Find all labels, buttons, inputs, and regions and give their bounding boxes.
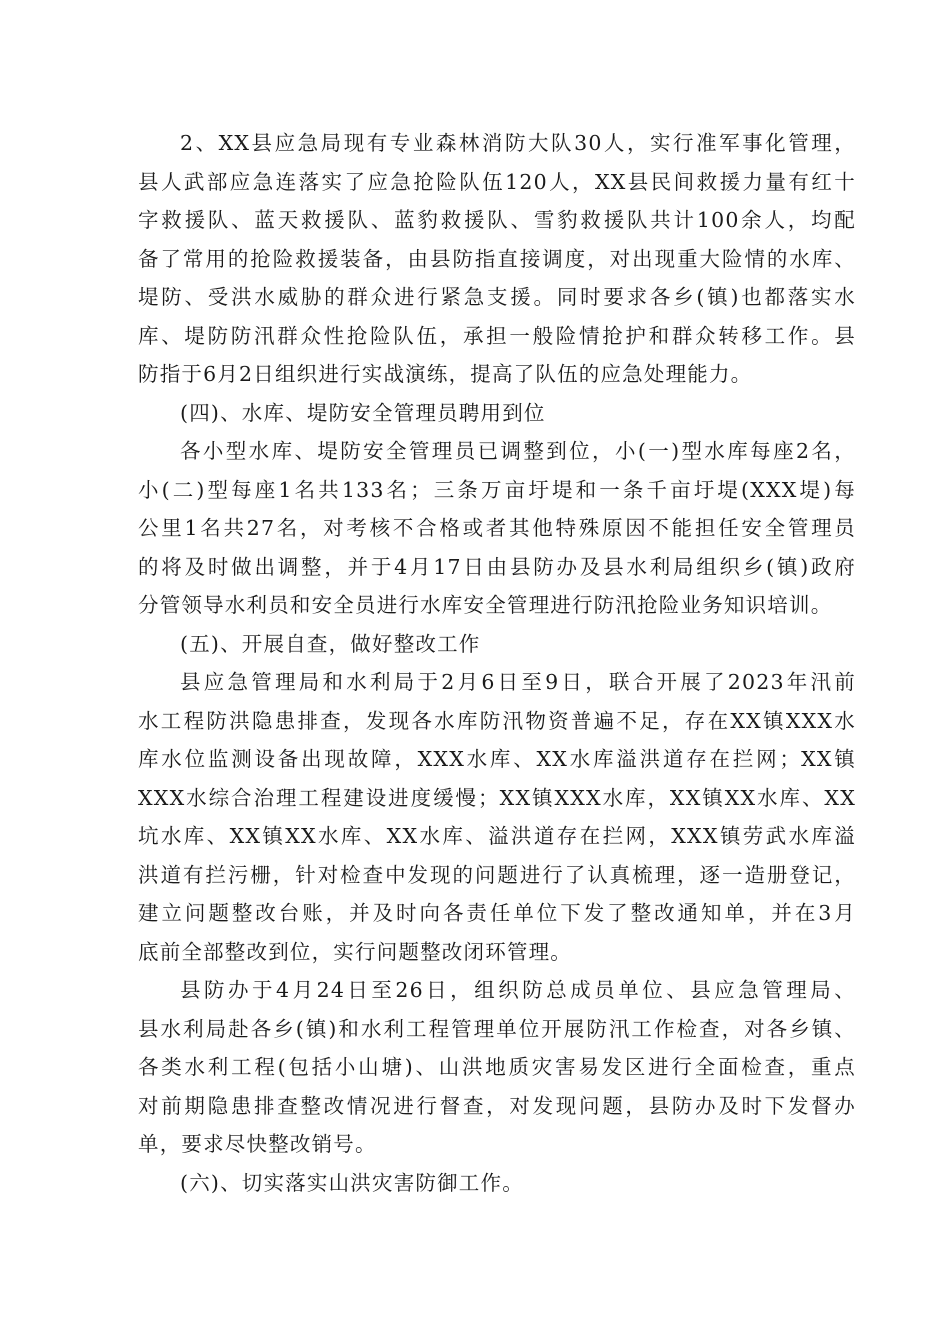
text-line: 堤防、受洪水威胁的群众进行紧急支援。同时要求各乡(镇)也都落实水 bbox=[138, 285, 856, 309]
text-line: 县水利局赴各乡(镇)和水利工程管理单位开展防汛工作检查，对各乡镇、 bbox=[138, 1016, 856, 1041]
text-line: XXX水综合治理工程建设进度缓慢；XX镇XXX水库，XX镇XX水库、XX bbox=[138, 785, 856, 810]
text-line: 县应急管理局和水利局于2月6日至9日，联合开展了2023年汛前 bbox=[180, 670, 856, 694]
text-line: 防指于6月2日组织进行实战演练，提高了队伍的应急处理能力。 bbox=[138, 362, 753, 386]
text-line: 对前期隐患排查整改情况进行督查，对发现问题，县防办及时下发督办 bbox=[138, 1093, 856, 1118]
section-heading bbox=[138, 394, 856, 433]
text-line: 小(二)型每座1名共133名；三条万亩圩堤和一条千亩圩堤(XXX堤)每 bbox=[138, 477, 856, 502]
text-line: 的将及时做出调整，并于4月17日由县防办及县水利局组织乡(镇)政府 bbox=[138, 554, 856, 579]
text-line: 水工程防洪隐患排查，发现各水库防汛物资普遍不足，存在XX镇XXX水 bbox=[138, 708, 856, 733]
heading-text: (六)、切实落实山洪灾害防御工作。 bbox=[180, 1170, 524, 1195]
text-line: 库水位监测设备出现故障，XXX水库、XX水库溢洪道存在拦网；XX镇 bbox=[138, 747, 856, 771]
text-line: 洪道有拦污栅，针对检查中发现的问题进行了认真梳理，逐一造册登记， bbox=[138, 862, 856, 887]
paragraph bbox=[138, 663, 856, 971]
heading-text: (五)、开展自查，做好整改工作 bbox=[180, 631, 481, 656]
text-line: 库、堤防防汛群众性抢险队伍，承担一般险情抢护和群众转移工作。县 bbox=[138, 323, 856, 348]
text-line: 字救援队、蓝天救援队、蓝豹救援队、雪豹救援队共计100余人，均配 bbox=[138, 208, 856, 232]
section-heading bbox=[138, 1164, 856, 1203]
text-line: 县人武部应急连落实了应急抢险队伍120人，XX县民间救援力量有红十 bbox=[138, 169, 856, 194]
text-line: 各类水利工程(包括小山塘)、山洪地质灾害易发区进行全面检查，重点 bbox=[138, 1055, 856, 1079]
text-line: 底前全部整改到位，实行问题整改闭环管理。 bbox=[138, 939, 572, 964]
text-line: 建立问题整改台账，并及时向各责任单位下发了整改通知单，并在3月 bbox=[138, 901, 856, 925]
text-line: 公里1名共27名，对考核不合格或者其他特殊原因不能担任安全管理员 bbox=[138, 516, 856, 540]
document-body bbox=[138, 124, 856, 1202]
text-line: 2、XX县应急局现有专业森林消防大队30人，实行准军事化管理， bbox=[180, 131, 856, 155]
section-heading bbox=[138, 625, 856, 664]
text-line: 单，要求尽快整改销号。 bbox=[138, 1132, 377, 1156]
text-line: 各小型水库、堤防安全管理员已调整到位，小(一)型水库每座2名， bbox=[180, 439, 856, 463]
heading-text: (四)、水库、堤防安全管理员聘用到位 bbox=[180, 400, 546, 425]
paragraph bbox=[138, 432, 856, 625]
paragraph bbox=[138, 971, 856, 1164]
text-line: 分管领导水利员和安全员进行水库安全管理进行防汛抢险业务知识培训。 bbox=[138, 593, 833, 617]
text-line: 县防办于4月24日至26日，组织防总成员单位、县应急管理局、 bbox=[180, 978, 856, 1002]
paragraph bbox=[138, 124, 856, 394]
text-line: 备了常用的抢险救援装备，由县防指直接调度，对出现重大险情的水库、 bbox=[138, 246, 856, 271]
text-line: 坑水库、XX镇XX水库、XX水库、溢洪道存在拦网，XXX镇劳武水库溢 bbox=[138, 824, 856, 848]
